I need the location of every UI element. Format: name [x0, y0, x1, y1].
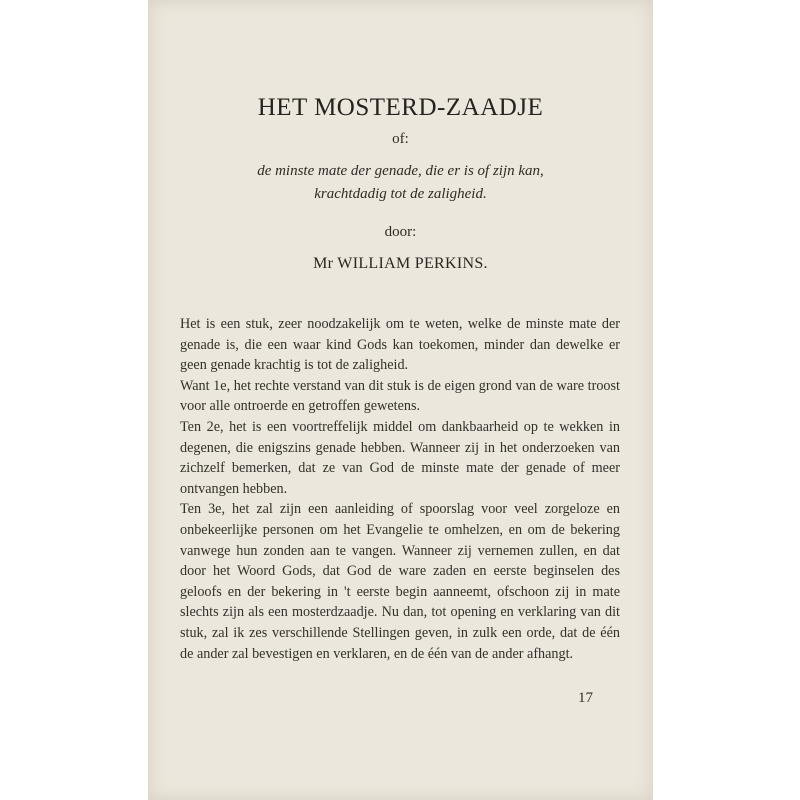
paragraph: Want 1e, het rechte verstand van dit stuk is de eigen grond van de ware troost voor alle ontroerde en getroffen gewetens. [180, 377, 620, 415]
page-number: 17 [578, 690, 593, 706]
paragraph: Ten 3e, het zal zijn een aanleiding of spoorslag voor veel zorgeloze en onbekeerlijke personen om het Evangelie te omhelzen, en om de bekering vanwege hun zonden aan te vangen. Wanneer zij vernemen zullen, en dat door het Woord Gods, dat God de ware zaden en eerste beginselen des geloofs en der bekering in 't eerste begin aanneemt, ofschoon zij in mate slechts zijn als een mosterdzaadje. Nu dan, tot opening en verklaring van dit stuk, zal ik zes verschillende Stellingen geven, in zulk een orde, dat de één de ander zal bevestigen en verklaren, en de één van de ander afhangt. [180, 501, 620, 662]
page-content [148, 0, 653, 800]
paragraph: Het is een stuk, zeer noodzakelijk om te weten, welke de minste mate der genade is, die een waar kind Gods kan toekomen, minder dan dewelke er geen genade krachtig is tot de zaligheid. [180, 316, 620, 374]
subtitle-line-2: krachtdadig tot de zaligheid. [314, 186, 487, 202]
title-connector: of: [392, 131, 409, 147]
paragraph: Ten 2e, het is een voortreffelijk middel om dankbaarheid op te wekken in degenen, die enigszins genade hebben. Wanneer zij in het onderzoeken van zichzelf bemerken, dat ze van God de minste mate der genade of meer ontvangen hebben. [180, 418, 620, 497]
book-page [148, 0, 653, 800]
subtitle-line-1: de minste mate der genade, die er is of zijn kan, [257, 163, 544, 179]
page-title: HET MOSTERD-ZAADJE [257, 94, 544, 121]
body-text [180, 314, 620, 664]
author-prefix: door: [384, 224, 417, 240]
author-name: Mr WILLIAM PERKINS. [313, 255, 488, 272]
subtitle [148, 160, 653, 206]
